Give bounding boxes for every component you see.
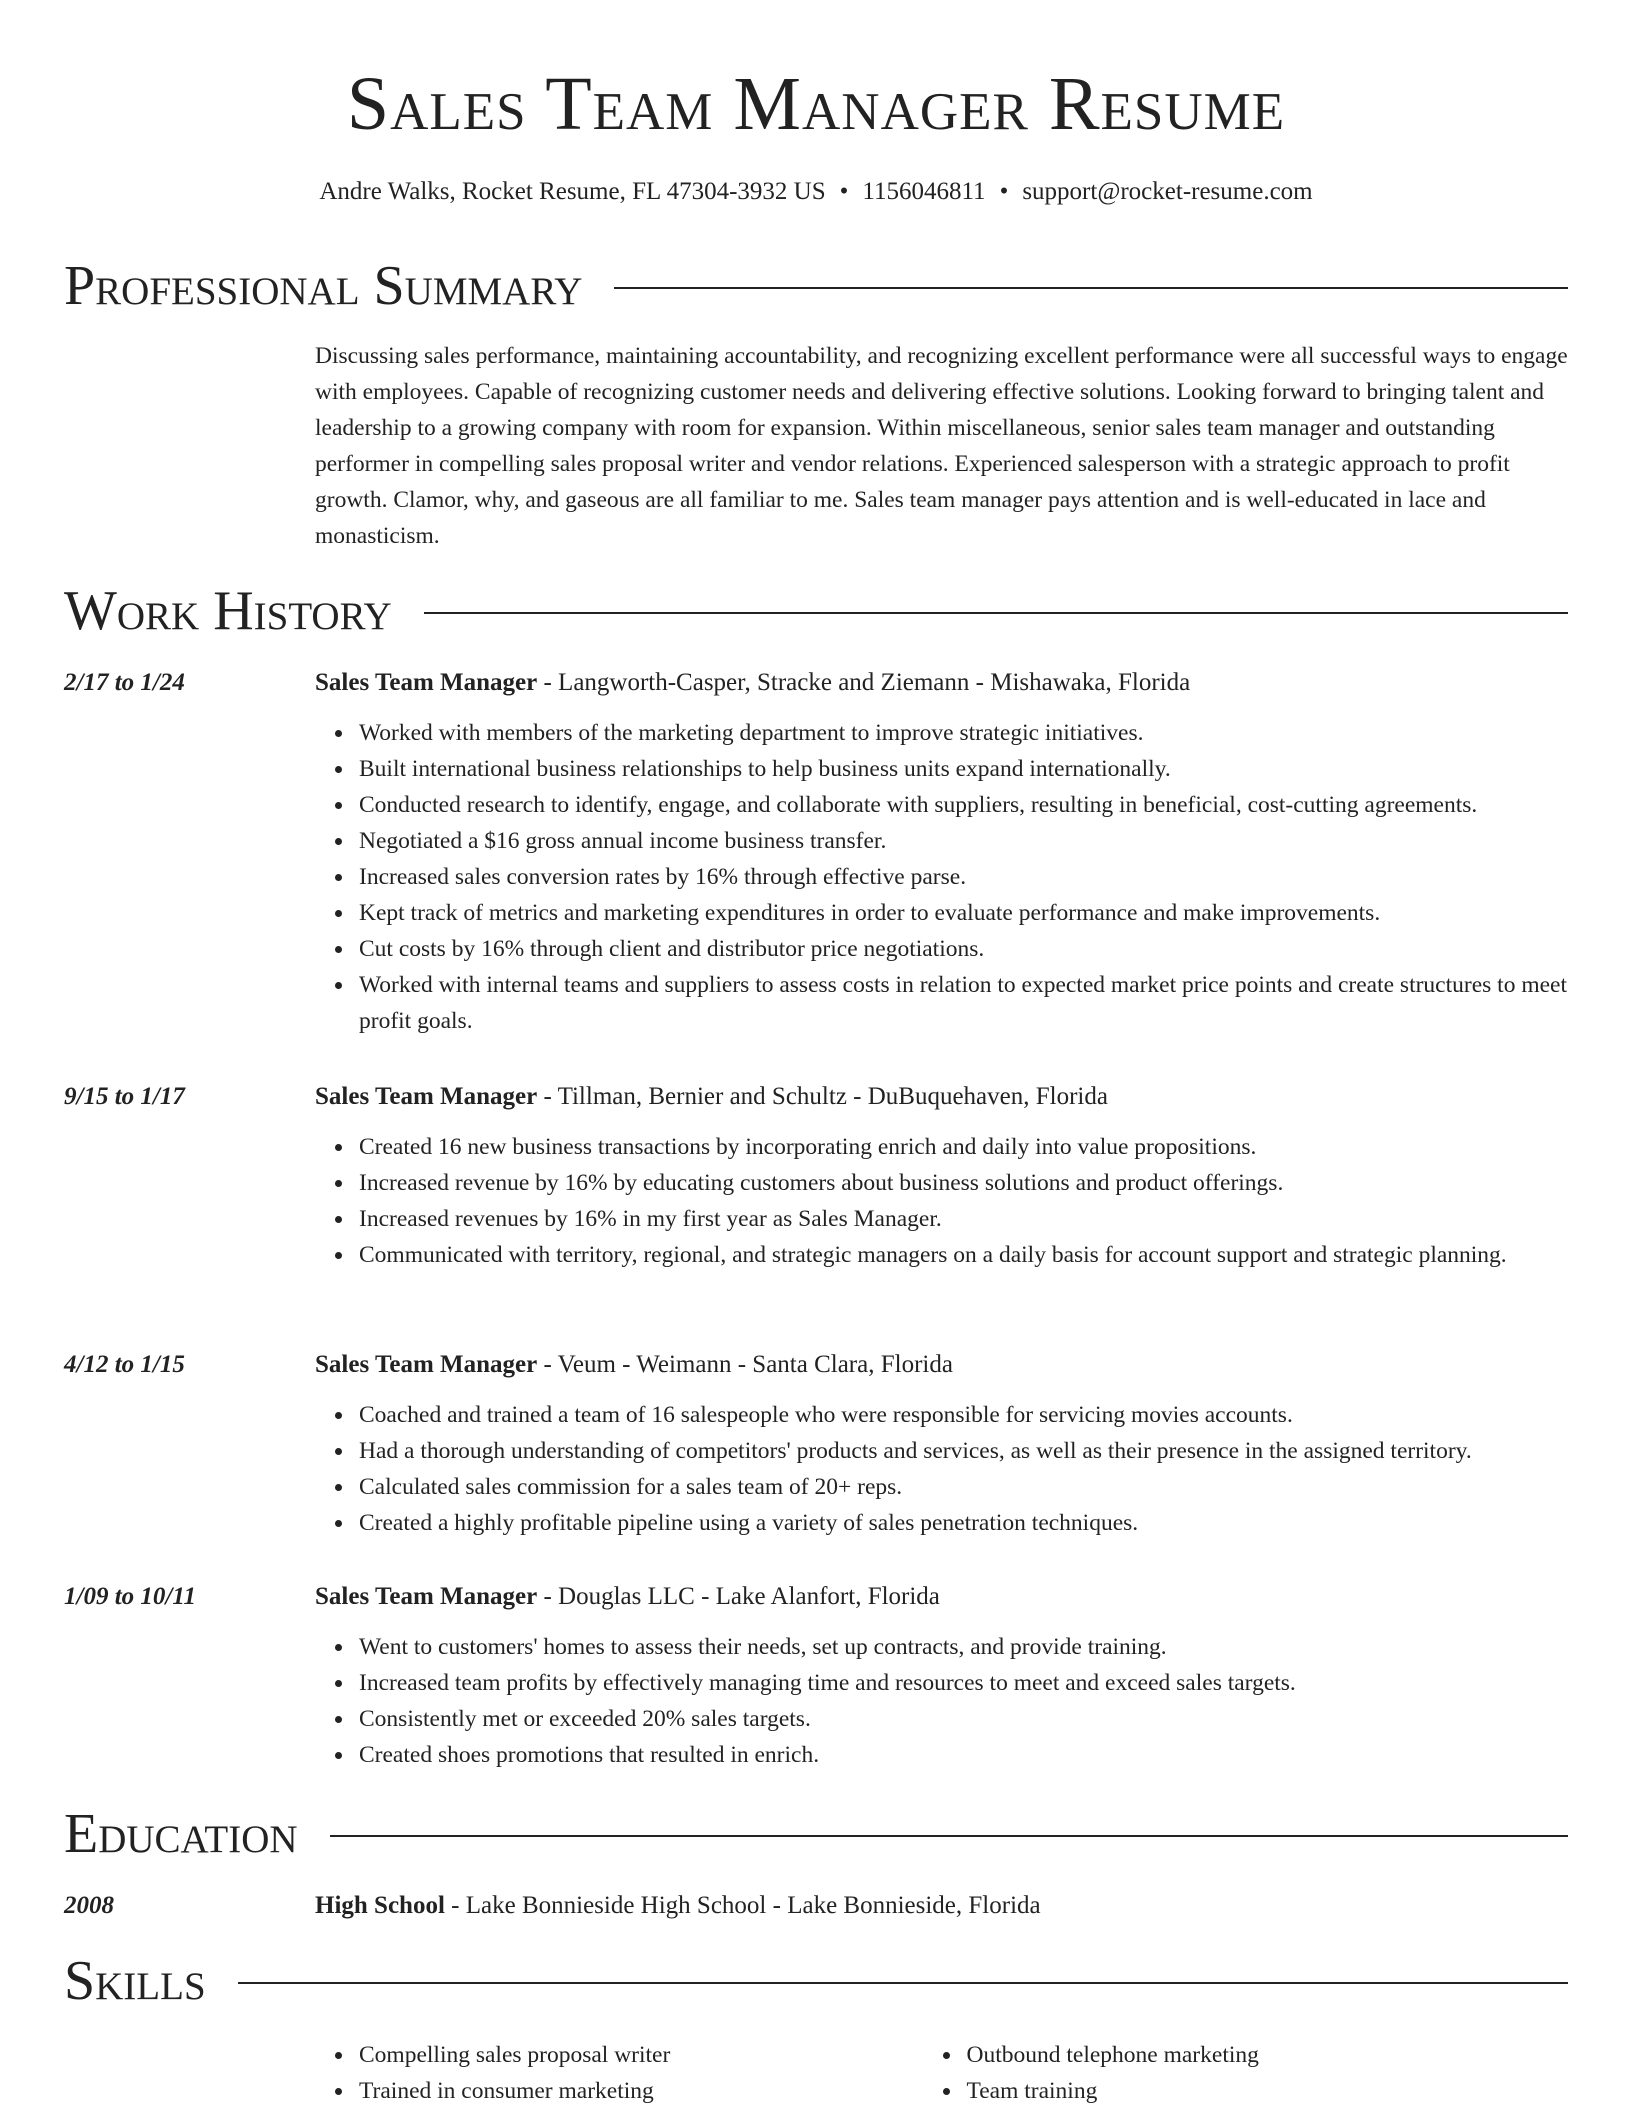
list-item: Communicated with territory, regional, and strategic managers on a daily basis for account support and strategic planning. xyxy=(359,1237,1574,1273)
education-year: 2008 xyxy=(64,1892,114,1919)
document-title: Sales Team Manager Resume xyxy=(346,62,1286,146)
job-dates: 1/09 to 10/11 xyxy=(64,1583,196,1610)
section-heading: Skills xyxy=(64,1950,206,2012)
list-item: Created shoes promotions that resulted in enrich. xyxy=(359,1737,1574,1773)
list-item: Increased revenues by 16% in my first year as Sales Manager. xyxy=(359,1201,1574,1237)
section-divider xyxy=(424,612,1568,614)
job-details: - Tillman, Bernier and Schultz - DuBuquehaven, Florida xyxy=(537,1083,1108,1110)
skills-column-right xyxy=(967,2037,1575,2109)
job-details: - Langworth-Casper, Stracke and Ziemann - Mishawaka, Florida xyxy=(537,669,1191,696)
list-item: Cut costs by 16% through client and distributor price negotiations. xyxy=(359,931,1574,967)
skill-item: Outbound telephone marketing xyxy=(967,2037,1575,2073)
job-dates: 2/17 to 1/24 xyxy=(64,669,185,696)
section-heading: Professional Summary xyxy=(64,255,583,317)
section-heading: Education xyxy=(64,1803,298,1865)
list-item: Increased revenue by 16% by educating customers about business solutions and product offerings. xyxy=(359,1165,1574,1201)
contact-line xyxy=(0,174,1632,210)
education-degree: High School xyxy=(315,1892,445,1919)
section-skills xyxy=(64,1947,1568,2015)
section-work-history xyxy=(64,577,1568,645)
list-item: Calculated sales commission for a sales team of 20+ reps. xyxy=(359,1469,1574,1505)
list-item: Conducted research to identify, engage, and collaborate with suppliers, resulting in beneficial, cost-cutting agreements. xyxy=(359,787,1574,823)
list-item: Built international business relationships to help business units expand internationally. xyxy=(359,751,1574,787)
contact-separator: • xyxy=(999,178,1009,205)
contact-email: support@rocket-resume.com xyxy=(1022,178,1313,205)
section-divider xyxy=(614,287,1568,289)
list-item: Negotiated a $16 gross annual income business transfer. xyxy=(359,823,1574,859)
job-title-line xyxy=(315,1579,940,1615)
list-item: Worked with members of the marketing department to improve strategic initiatives. xyxy=(359,715,1574,751)
job-bullets xyxy=(64,715,1574,1039)
skill-item: Trained in consumer marketing xyxy=(359,2073,967,2109)
list-item: Increased sales conversion rates by 16% through effective parse. xyxy=(359,859,1574,895)
job-entry xyxy=(64,1579,1574,1773)
contact-phone: 1156046811 xyxy=(862,178,986,205)
job-role: Sales Team Manager xyxy=(315,1583,538,1610)
job-entry xyxy=(64,665,1574,1039)
list-item: Consistently met or exceeded 20% sales targets. xyxy=(359,1701,1574,1737)
job-entry xyxy=(64,1347,1574,1541)
job-dates: 9/15 to 1/17 xyxy=(64,1083,185,1110)
section-education xyxy=(64,1800,1568,1868)
section-professional-summary xyxy=(64,252,1568,320)
list-item: Increased team profits by effectively managing time and resources to meet and exceed sales targets. xyxy=(359,1665,1574,1701)
skill-item: Compelling sales proposal writer xyxy=(359,2037,967,2073)
job-role: Sales Team Manager xyxy=(315,669,538,696)
job-details: - Douglas LLC - Lake Alanfort, Florida xyxy=(537,1583,940,1610)
skills-list xyxy=(359,2037,1574,2109)
section-divider xyxy=(330,1835,1568,1837)
list-item: Went to customers' homes to assess their needs, set up contracts, and provide training. xyxy=(359,1629,1574,1665)
job-bullets xyxy=(64,1129,1574,1273)
job-role: Sales Team Manager xyxy=(315,1083,538,1110)
education-entry xyxy=(64,1888,1574,1924)
section-divider xyxy=(238,1982,1568,1984)
skill-item: Team training xyxy=(967,2073,1575,2109)
job-title-line xyxy=(315,665,1190,701)
list-item: Created 16 new business transactions by incorporating enrich and daily into value propositions. xyxy=(359,1129,1574,1165)
job-entry xyxy=(64,1079,1574,1273)
list-item: Worked with internal teams and suppliers to assess costs in relation to expected market price points and create structures to meet profit goals. xyxy=(359,967,1574,1039)
contact-separator: • xyxy=(839,178,849,205)
job-role: Sales Team Manager xyxy=(315,1351,538,1378)
job-title-line xyxy=(315,1347,953,1383)
list-item: Created a highly profitable pipeline using a variety of sales penetration techniques. xyxy=(359,1505,1574,1541)
contact-address: Andre Walks, Rocket Resume, FL 47304-3932 US xyxy=(319,178,826,205)
job-dates: 4/12 to 1/15 xyxy=(64,1351,185,1378)
section-heading: Work History xyxy=(64,580,392,642)
job-bullets xyxy=(64,1397,1574,1541)
list-item: Had a thorough understanding of competitors' products and services, as well as their presence in the assigned territory. xyxy=(359,1433,1574,1469)
job-title-line xyxy=(315,1079,1108,1115)
education-line xyxy=(315,1888,1041,1924)
job-details: - Veum - Weimann - Santa Clara, Florida xyxy=(537,1351,953,1378)
skills-column-left xyxy=(359,2037,967,2109)
job-bullets xyxy=(64,1629,1574,1773)
summary-text: Discussing sales performance, maintaining accountability, and recognizing excellent performance were all successful ways to engage with employees. Capable of recognizing customer needs and delivering effective solutions. Looking forward to bringing talent and leadership to a growing company with room for expansion. Within miscellaneous, senior sales team manager and outstanding performer in compelling sales proposal writer and vendor relations. Experienced salesperson with a strategic approach to profit growth. Clamor, why, and gaseous are all familiar to me. Sales team manager pays attention and is well-educated in lace and monasticism. xyxy=(315,343,1568,549)
list-item: Kept track of metrics and marketing expenditures in order to evaluate performance and make improvements. xyxy=(359,895,1574,931)
list-item: Coached and trained a team of 16 salespeople who were responsible for servicing movies accounts. xyxy=(359,1397,1574,1433)
education-details: - Lake Bonnieside High School - Lake Bonnieside, Florida xyxy=(444,1892,1041,1919)
